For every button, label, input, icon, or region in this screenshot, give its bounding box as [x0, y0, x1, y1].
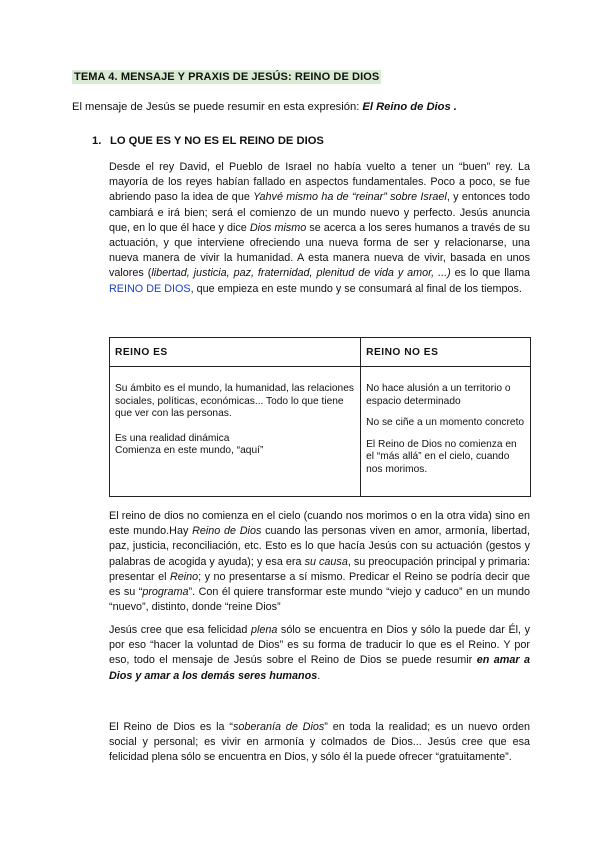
p3-text-c: sólo se encuentra en Dios y sólo la puede dar Él, y por eso “hacer la voluntad de Dios” es su forma de traducir lo que es el Reino. Y por eso, todo el mensaje de Jesús sobre el Reino de Dios se puede resumir — [109, 624, 530, 667]
p1-text-a: Desde el rey David, el Pueblo de Israel no había vuelto a tener un “buen” rey. La mayoría de los reyes habían fallado en aspectos fundamentales. Poco a poco, se fue abriendo paso la idea de que — [109, 161, 530, 204]
p2-italic-b: Reino de Dios — [192, 525, 262, 538]
p2-text-a: El reino de dios no comienza en el cielo (cuando nos morimos o en la otra vida) sino en este mundo.Hay — [109, 510, 530, 538]
p3-bold-conclusion: en amar a Dios y amar a los demás seres humanos — [109, 654, 530, 682]
p3-text-a: Jesús cree que esa felicidad — [109, 624, 251, 636]
table-header-reino-no-es: REINO NO ES — [361, 338, 531, 367]
p4-text-a: El Reino de Dios es la “ — [109, 721, 233, 733]
p1-text-i: , que empieza en este mundo y se consumará al final de los tiempos. — [190, 282, 522, 295]
p2-text-g: ; y no presentarse a sí mismo. Predicar el Reino se podría decir que es su “ — [109, 570, 530, 599]
p2-italic-d: su causa — [304, 555, 348, 568]
spacer — [115, 421, 355, 433]
table-header-row — [110, 338, 531, 367]
section-number: 1. — [92, 135, 102, 147]
p1-italic-b: Yahvé mismo ha de “reinar” sobre Israel — [253, 191, 447, 204]
table-row — [110, 367, 531, 497]
p1-text-c: , y entonces todo cambiará e irá bien; será el comienzo de un mundo nuevo y perfecto. Jesús anuncia que, en lo que él hace y dice — [109, 191, 530, 234]
intro-text: El mensaje de Jesús se puede resumir en esta expresión: — [72, 101, 363, 113]
paragraph-2 — [109, 509, 530, 615]
table-header-reino-es: REINO ES — [110, 338, 361, 367]
spacer — [366, 371, 525, 383]
reino-es-item-1: Su ámbito es el mundo, la humanidad, las relaciones sociales, políticas, económicas... Todo lo que tiene que ver con las personas. — [115, 383, 354, 420]
section-heading — [92, 135, 324, 147]
p1-text-g: es lo que llama — [450, 267, 530, 280]
p1-reino-de-dios-highlight: REINO DE DIOS — [109, 282, 191, 295]
reino-no-es-item-3: El Reino de Dios no comienza en el “más allá” en el cielo, cuando nos morimos. — [366, 438, 517, 475]
p2-italic-h: programa — [142, 586, 189, 599]
spacer — [115, 371, 355, 383]
paragraph-4 — [109, 720, 530, 766]
page-title: TEMA 4. MENSAJE Y PRAXIS DE JESÚS: REINO DE DIOS — [74, 71, 380, 83]
spacer — [366, 408, 525, 417]
p1-italic-f: libertad, justicia, paz, fraternidad, plenitud de vida y amor, ...) — [151, 267, 451, 280]
paragraph-1 — [109, 160, 530, 297]
reino-comparison-table — [109, 337, 531, 497]
section-title: LO QUE ES Y NO ES EL REINO DE DIOS — [110, 135, 324, 147]
reino-es-cell — [110, 367, 361, 497]
reino-no-es-item-2: No se ciñe a un momento concreto — [366, 417, 525, 429]
p4-italic-b: soberanía de Dios — [232, 721, 325, 733]
p1-text-e: se acerca a los seres humanos a través de su actuación, y que interviene ofreciendo una nueva forma de ser y relacionarse, una nueva manera de vivir la humanidad. A esta manera nueva de vivir, basada en unos valores ( — [109, 221, 530, 280]
p1-italic-d: Dios mismo — [249, 221, 307, 234]
reino-es-item-3: Comienza en este mundo, “aquí” — [115, 445, 264, 457]
p2-text-i: ”. Con él quiere transformar este mundo “viejo y caduco” en un mundo “nuevo”, distinto, donde “reine Dios” — [109, 586, 531, 614]
paragraph-3 — [109, 623, 530, 684]
p2-text-e: , su preocupación principal y primaria: presentar el — [109, 555, 530, 583]
p2-italic-f: Reino — [169, 570, 199, 583]
reino-no-es-cell — [361, 367, 531, 497]
p3-text-e: . — [317, 669, 321, 682]
p3-italic-b: plena — [250, 624, 278, 636]
reino-no-es-item-1: No hace alusión a un territorio o espacio determinado — [366, 383, 511, 407]
intro-emphasis: El Reino de Dios . — [362, 101, 457, 113]
intro-line — [72, 101, 457, 113]
spacer — [366, 430, 525, 439]
p2-text-c: cuando las personas viven en amor, armonía, libertad, paz, justicia, reconciliación, etc. Esto es lo que hacía Jesús con su actuación (gestos y palabras de acogida y ayuda); y esa era — [109, 525, 530, 568]
p4-text-c: ” en toda la realidad; es un nuevo orden social y personal; es vivir en armonía y colmados de Dios... Jesús cree que esa felicidad plena sólo se encuentra en Dios, y sólo él la puede ofrecer “gratuitamente”. — [109, 721, 530, 764]
reino-es-item-2: Es una realidad dinámica — [115, 432, 230, 444]
